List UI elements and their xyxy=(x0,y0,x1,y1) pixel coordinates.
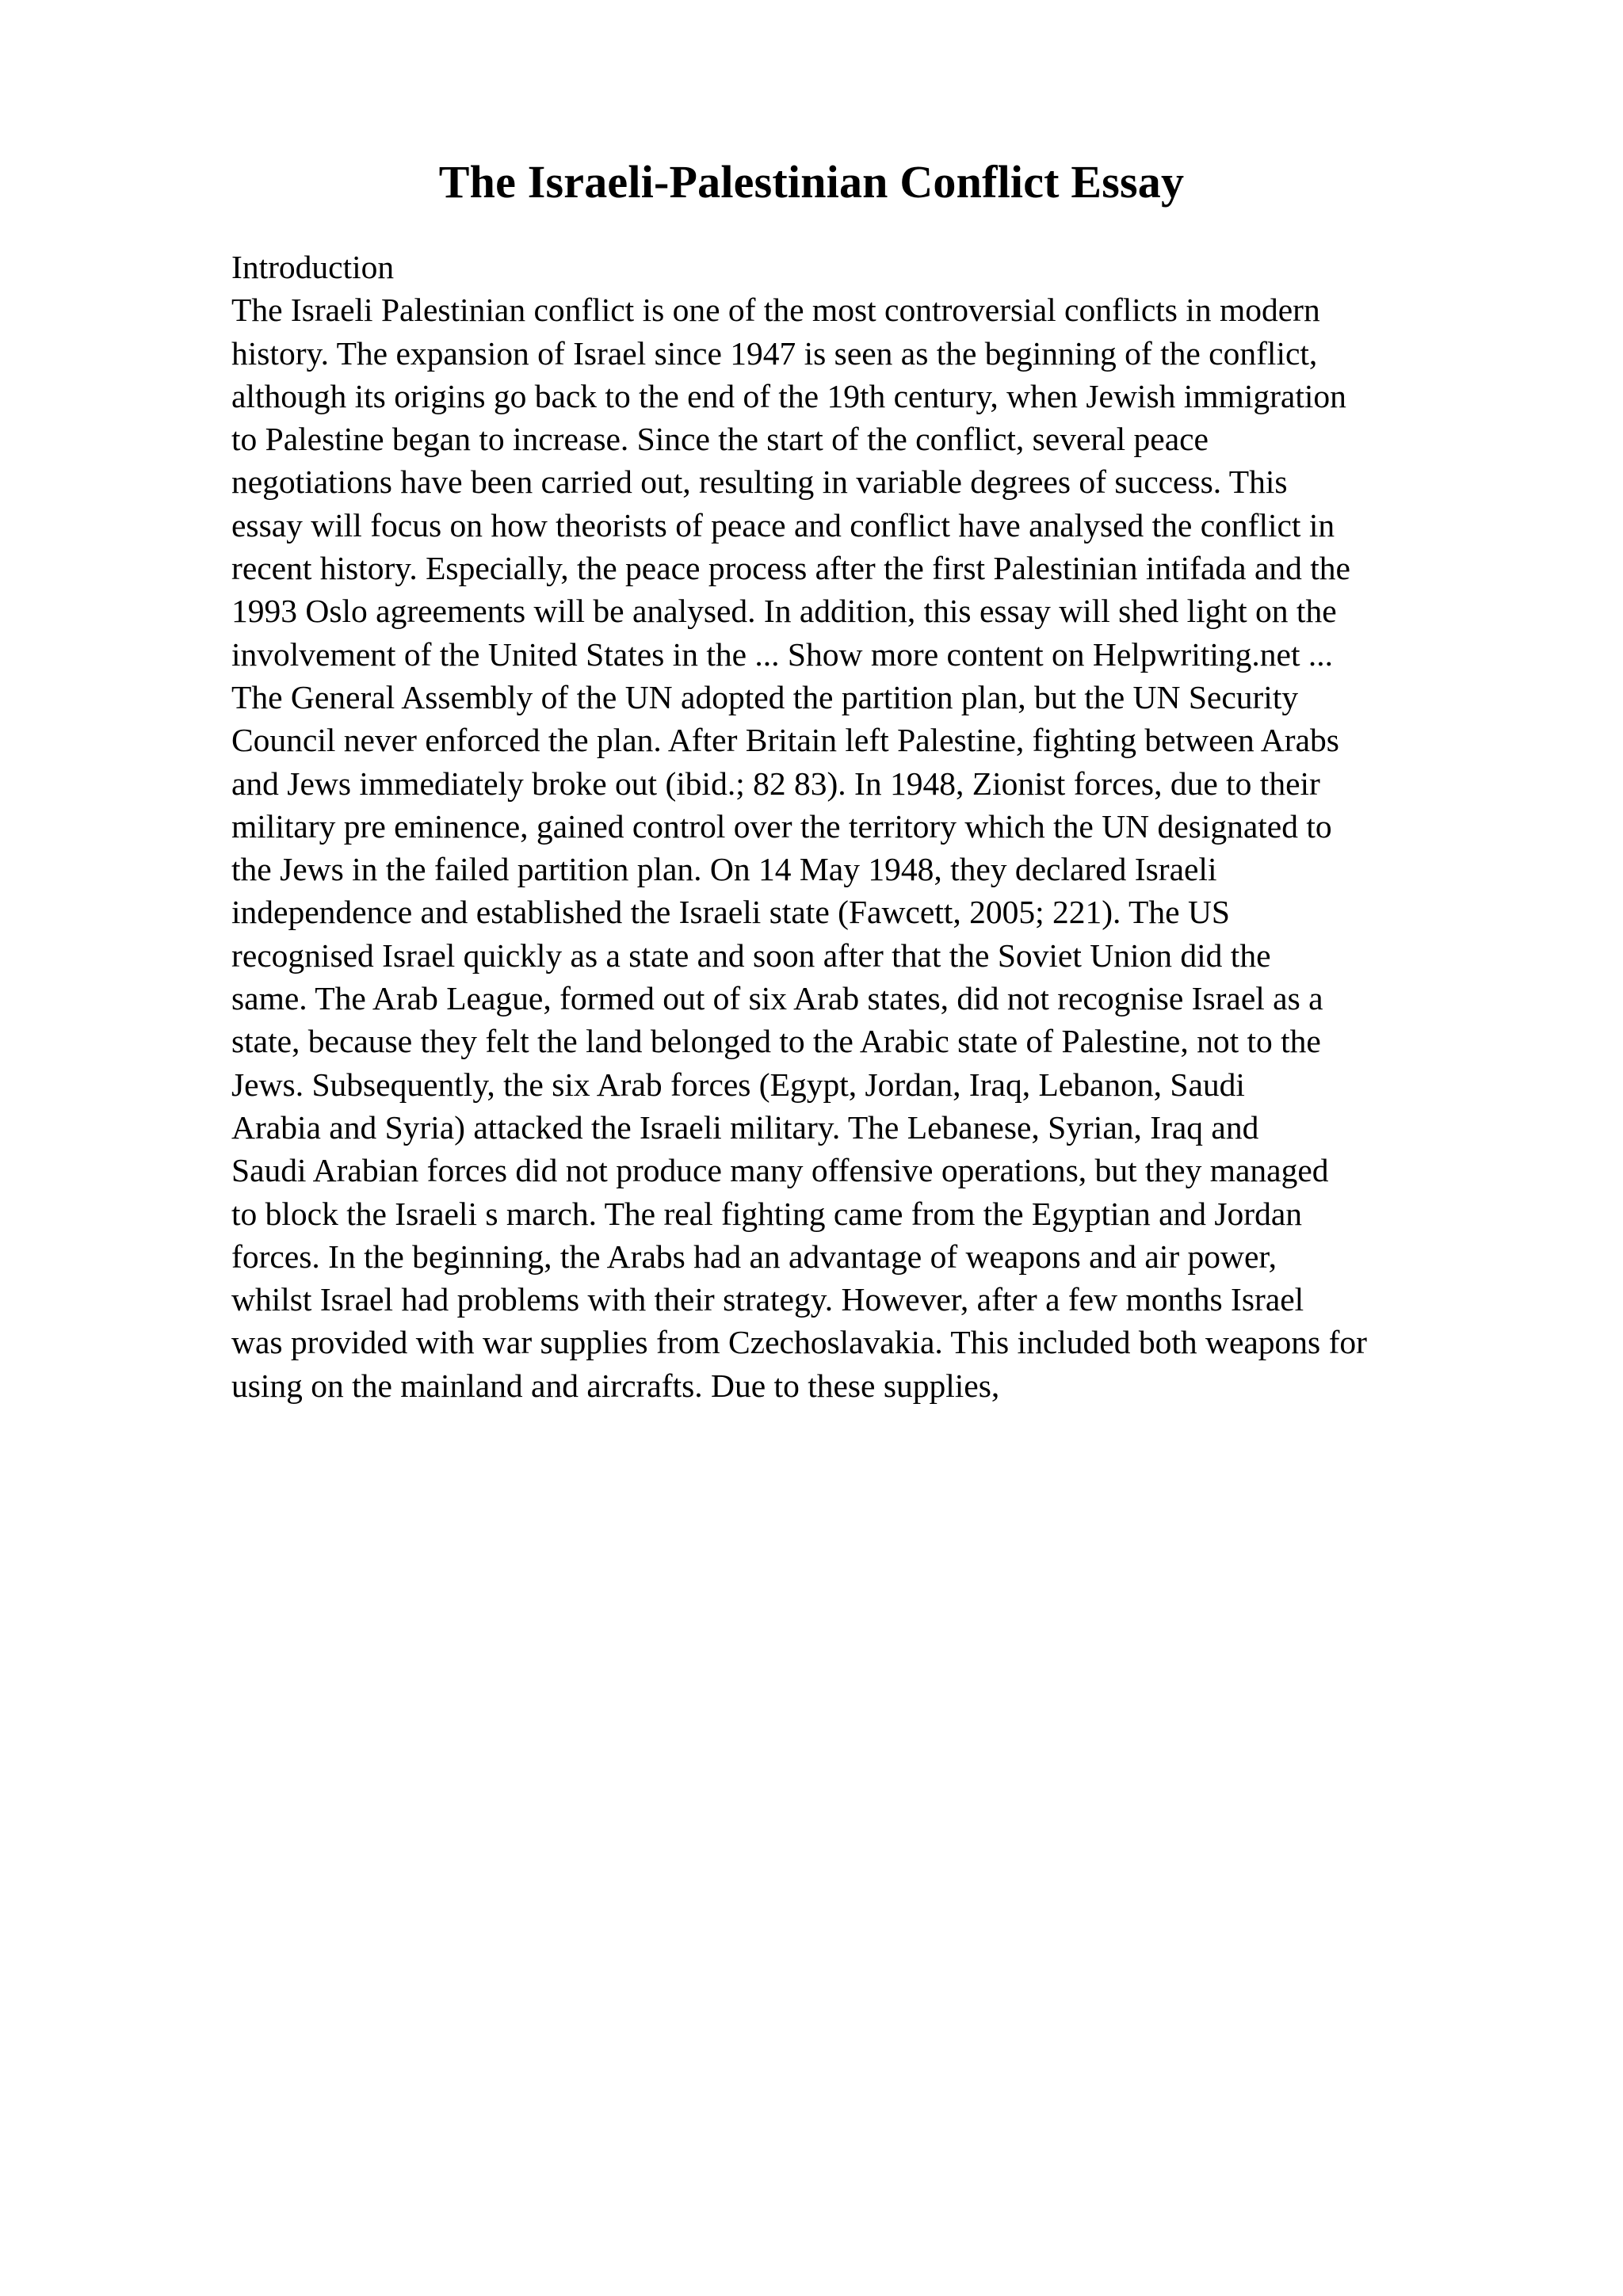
body-line: and Jews immediately broke out (ibid.; 82 83). In 1948, Zionist forces, due to their xyxy=(231,765,1320,802)
body-line: Jews. Subsequently, the six Arab forces (Egypt, Jordan, Iraq, Lebanon, Saudi xyxy=(231,1066,1245,1103)
section-heading-introduction: Introduction xyxy=(231,249,395,285)
body-line: state, because they felt the land belonged to the Arabic state of Palestine, not to the xyxy=(231,1023,1321,1060)
body-line: Saudi Arabian forces did not produce many offensive operations, but they managed xyxy=(231,1152,1329,1189)
body-line: same. The Arab League, formed out of six Arab states, did not recognise Israel as a xyxy=(231,980,1323,1017)
body-line: using on the mainland and aircrafts. Due to these supplies, xyxy=(231,1367,1000,1404)
body-line: military pre eminence, gained control over the territory which the UN designated to xyxy=(231,807,1332,845)
body-line: negotiations have been carried out, resulting in variable degrees of success. This xyxy=(231,463,1288,501)
body-line: recognised Israel quickly as a state and soon after that the Soviet Union did the xyxy=(231,936,1271,974)
body-line: essay will focus on how theorists of peace and conflict have analysed the conflict in xyxy=(231,506,1335,543)
body-line: the Jews in the failed partition plan. On 14 May 1948, they declared Israeli xyxy=(231,851,1217,888)
document-title: The Israeli-Palestinian Conflict Essay xyxy=(438,156,1185,208)
body-line: to Palestine began to increase. Since the start of the conflict, several peace xyxy=(231,421,1209,458)
essay-body xyxy=(231,246,1594,1407)
body-line: Arabia and Syria) attacked the Israeli military. The Lebanese, Syrian, Iraq and xyxy=(231,1108,1259,1146)
body-line: The General Assembly of the UN adopted the partition plan, but the UN Security xyxy=(231,678,1299,715)
body-line: Council never enforced the plan. After Britain left Palestine, fighting between Arabs xyxy=(231,722,1339,759)
body-line: to block the Israeli s march. The real fighting came from the Egyptian and Jordan xyxy=(231,1195,1302,1232)
body-line: recent history. Especially, the peace process after the first Palestinian intifada and the xyxy=(231,550,1350,587)
body-line: although its origins go back to the end of the 19th century, when Jewish immigration xyxy=(231,377,1346,414)
body-line: 1993 Oslo agreements will be analysed. In addition, this essay will shed light on the xyxy=(231,593,1337,630)
body-line: forces. In the beginning, the Arabs had an advantage of weapons and air power, xyxy=(231,1238,1277,1275)
body-line: independence and established the Israeli state (Fawcett, 2005; 221). The US xyxy=(231,894,1230,931)
body-line: The Israeli Palestinian conflict is one of the most controversial conflicts in modern xyxy=(231,292,1320,329)
body-line: whilst Israel had problems with their strategy. However, after a few months Israel xyxy=(231,1281,1304,1318)
body-line: was provided with war supplies from Czechoslavakia. This included both weapons for xyxy=(231,1324,1367,1361)
body-line: involvement of the United States in the ... Show more content on Helpwriting.net ... xyxy=(231,635,1334,673)
body-line: history. The expansion of Israel since 1947 is seen as the beginning of the conflict, xyxy=(231,334,1318,372)
